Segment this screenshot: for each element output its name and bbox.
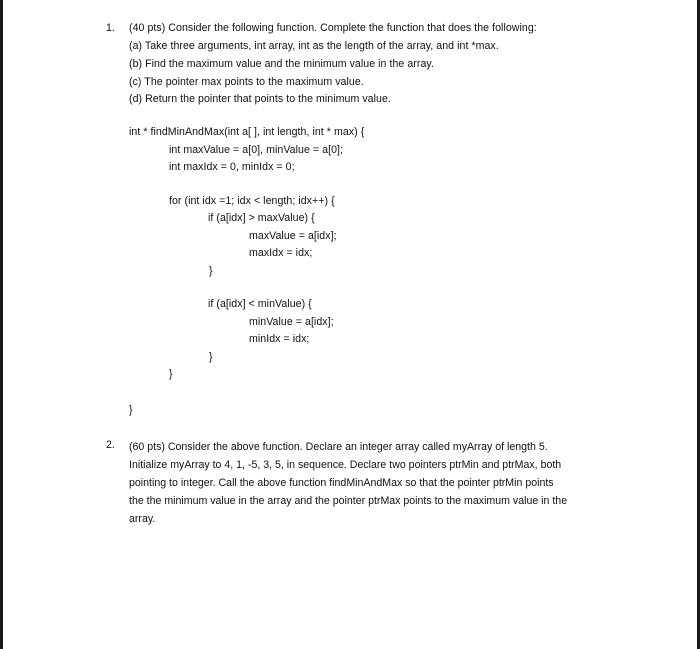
code-line-close-function: } [129, 404, 133, 416]
code-line-index-decl: int maxIdx = 0, minIdx = 0; [169, 161, 295, 173]
question-1-part-d: (d) Return the pointer that points to the minimum value. [129, 93, 391, 105]
code-line-assign-max-idx: maxIdx = idx; [249, 247, 313, 259]
left-border [0, 0, 3, 649]
question-2-line-1: (60 pts) Consider the above function. Declare an integer array called myArray of length 5. [129, 441, 548, 453]
question-1-part-c: (c) The pointer max points to the maximum value. [129, 76, 364, 88]
question-1-part-b: (b) Find the maximum value and the minimum value in the array. [129, 58, 434, 70]
code-line-close-if-max: } [209, 265, 213, 277]
question-1-part-a: (a) Take three arguments, int array, int as the length of the array, and int *max. [129, 40, 499, 52]
code-line-function-signature: int * findMinAndMax(int a[ ], int length, int * max) { [129, 126, 365, 138]
code-line-assign-min-value: minValue = a[idx]; [249, 316, 334, 328]
code-line-if-min: if (a[idx] < minValue) { [208, 298, 312, 310]
code-line-close-if-min: } [209, 351, 213, 363]
question-1-header: (40 pts) Consider the following function. Complete the function that does the following: [129, 22, 537, 34]
question-2-line-5: array. [129, 513, 156, 525]
question-1-number: 1. [106, 22, 115, 34]
question-2-line-3: pointing to integer. Call the above function findMinAndMax so that the pointer ptrMin points [129, 477, 554, 489]
code-line-if-max: if (a[idx] > maxValue) { [208, 212, 315, 224]
question-2-line-4: the the minimum value in the array and the pointer ptrMax points to the maximum value in the [129, 495, 568, 507]
code-line-for-loop: for (int idx =1; idx < length; idx++) { [169, 195, 335, 207]
code-line-assign-max-value: maxValue = a[idx]; [249, 230, 337, 242]
code-line-value-decl: int maxValue = a[0], minValue = a[0]; [169, 144, 343, 156]
question-2-number: 2. [106, 439, 115, 451]
question-2-text [129, 438, 611, 528]
question-2-line-2: Initialize myArray to 4, 1, -5, 3, 5, in sequence. Declare two pointers ptrMin and ptrMax, both [129, 459, 562, 471]
code-line-close-for: } [169, 368, 173, 380]
code-line-assign-min-idx: minIdx = idx; [249, 333, 310, 345]
